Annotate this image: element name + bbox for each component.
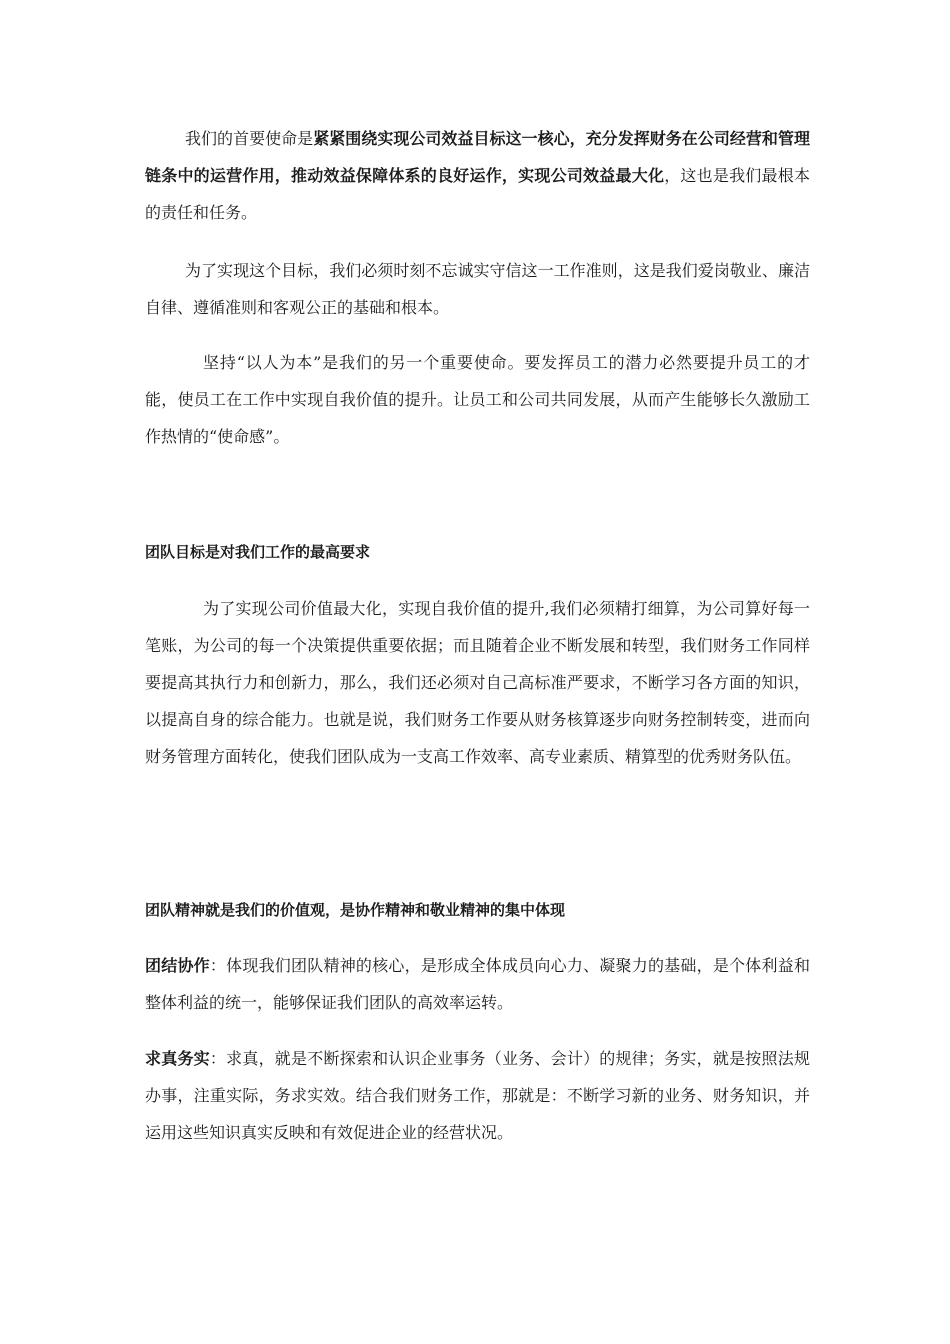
pragmatism-text: ：求真，就是不断探索和认识企业事务（业务、会计）的规律；务实，就是按照法规办事，注重实际，务求实效。结合我们财务工作，那就是：不断学习新的业务、财务知识，并运用这些知识真实反映和有效促进企业的经营状况。 (145, 1049, 810, 1142)
heading-team-goal: 团队目标是对我们工作的最高要求 (145, 543, 371, 561)
pragmatism-label: 求真务实 (145, 1049, 210, 1068)
unity-text: ：体现我们团队精神的核心，是形成全体成员向心力、凝聚力的基础，是个体利益和整体利益的统一，能够保证我们团队的高效率运转。 (145, 956, 810, 1012)
paragraph-pragmatism (145, 1040, 810, 1151)
heading-team-spirit: 团队精神就是我们的价值观，是协作精神和敬业精神的集中体现 (145, 901, 566, 919)
paragraph-mission (145, 120, 810, 231)
paragraph-integrity: 为了实现这个目标，我们必须时刻不忘诚实守信这一工作准则，这是我们爱岗敬业、廉洁自律、遵循准则和客观公正的基础和根本。 (145, 261, 810, 317)
paragraph-team-goal: 为了实现公司价值最大化，实现自我价值的提升,我们必须精打细算，为公司算好每一笔账，为公司的每一个决策提供重要依据；而且随着企业不断发展和转型，我们财务工作同样要提高其执行力和创新力，那么，我们还必须对自己高标准严要求，不断学习各方面的知识，以提高自身的综合能力。也就是说，我们财务工作要从财务核算逐步向财务控制转变，进而向财务管理方面转化，使我们团队成为一支高工作效率、高专业素质、精算型的优秀财务队伍。 (145, 599, 810, 766)
mission-bold-text: 紧紧围绕实现公司效益目标这一核心，充分发挥财务在公司经营和管理链条中的运营作用，推动效益保障体系的良好运作，实现公司效益最大化 (145, 129, 810, 185)
unity-label: 团结协作 (145, 956, 210, 975)
paragraph-unity (145, 947, 810, 1021)
paragraph-people-first: 坚持“以人为本”是我们的另一个重要使命。要发挥员工的潜力必然要提升员工的才能，使员工在工作中实现自我价值的提升。让员工和公司共同发展，从而产生能够长久激励工作热情的“使命感”。 (145, 353, 810, 446)
mission-tail-text: ，这也是我们最根本的责任和任务。 (145, 166, 810, 222)
mission-lead-text: 我们的首要使命是 (185, 129, 314, 148)
